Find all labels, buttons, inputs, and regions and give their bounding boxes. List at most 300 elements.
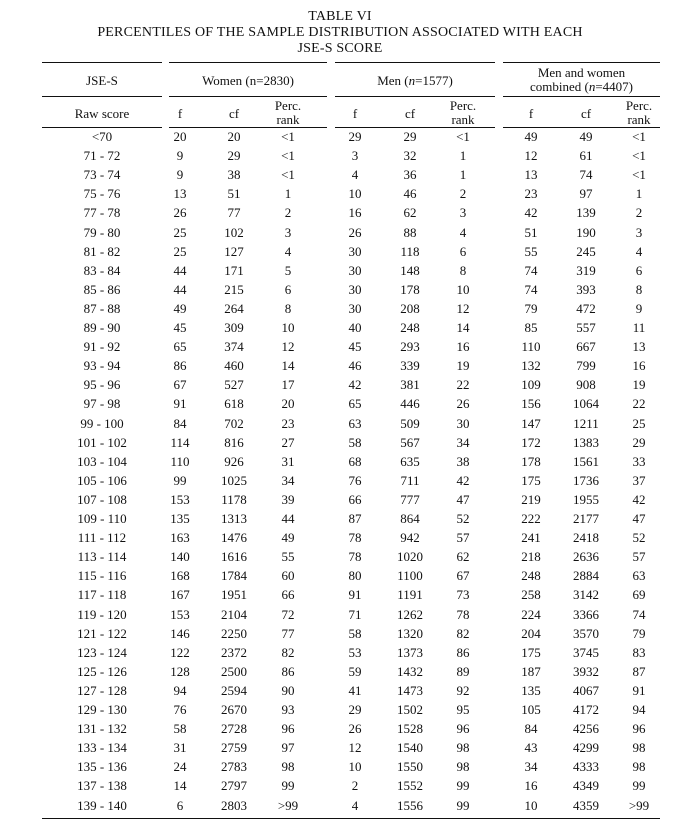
women-perc-rank-cell: 27	[281, 434, 295, 450]
header-women: Women (n=2830)	[202, 73, 294, 88]
subheader-men-f: f	[352, 106, 358, 121]
combined-f-cell: 218	[521, 549, 541, 565]
women-f-cell: 86	[173, 358, 187, 374]
combined-f-cell: 12	[524, 148, 538, 164]
women-cf-cell: 702	[224, 415, 244, 431]
men-cf-cell: 635	[400, 453, 420, 469]
women-f-cell: 163	[170, 530, 190, 546]
top-rule-combined	[503, 62, 660, 63]
women-perc-rank-cell: <1	[281, 129, 295, 144]
women-cf-cell: 2250	[221, 625, 247, 641]
combined-perc-rank-cell: <1	[632, 167, 646, 183]
men-perc-rank-cell: 99	[456, 778, 470, 794]
men-perc-rank-cell: 73	[456, 587, 470, 603]
women-perc-rank-cell: 3	[284, 224, 292, 240]
women-perc-rank-cell: 82	[281, 644, 295, 660]
combined-cf-cell: 97	[579, 186, 593, 202]
combined-perc-rank-cell: 91	[632, 682, 646, 698]
combined-f-cell: 13	[524, 167, 538, 183]
raw-score-cell: 123 - 124	[77, 644, 127, 660]
women-perc-rank-cell: 55	[281, 549, 295, 565]
women-f-cell: 153	[170, 491, 190, 507]
raw-score-cell: 113 - 114	[77, 549, 127, 565]
women-f-cell: 20	[173, 129, 187, 144]
top-rule-women	[169, 62, 327, 63]
women-cf-cell: 2104	[221, 606, 247, 622]
raw-score-cell: 97 - 98	[83, 396, 121, 412]
raw-score-cell: 117 - 118	[77, 587, 127, 603]
women-perc-rank-cell: 23	[281, 415, 295, 431]
women-f-cell: 45	[173, 320, 187, 335]
raw-score-cell: 129 - 130	[77, 702, 127, 717]
men-perc-rank-cell: 57	[456, 530, 470, 546]
women-cf-cell: 1784	[221, 568, 247, 584]
women-perc-rank-cell: 49	[281, 530, 295, 546]
men-f-cell: 65	[348, 396, 362, 412]
men-perc-rank-cell: 92	[456, 682, 470, 698]
combined-cf-cell: 393	[576, 281, 596, 297]
men-perc-rank-cell: 96	[456, 721, 470, 737]
subheader-women-cf: cf	[228, 106, 240, 121]
women-cf-cell: 374	[224, 339, 244, 355]
women-cf-cell: 20	[227, 129, 241, 144]
women-perc-rank-cell: 6	[284, 281, 292, 297]
combined-perc-rank-cell: 3	[635, 224, 643, 240]
women-cf-cell: 1313	[221, 511, 247, 526]
combined-cf-cell: 139	[576, 205, 596, 221]
women-perc-rank-cell: 86	[281, 663, 295, 679]
combined-f-cell: 224	[521, 606, 541, 622]
combined-perc-rank-cell: 79	[632, 625, 646, 641]
women-f-cell: 146	[170, 625, 190, 641]
women-cf-cell: 1178	[221, 491, 247, 507]
men-cf-cell: 1262	[397, 606, 423, 622]
women-cf-cell: 618	[224, 396, 244, 412]
raw-score-cell: 137 - 138	[77, 778, 127, 794]
raw-score-cell: 115 - 116	[77, 568, 127, 584]
women-f-cell: 31	[173, 740, 187, 756]
women-perc-rank-cell: 99	[281, 778, 295, 794]
men-f-cell: 87	[348, 511, 362, 526]
men-perc-rank-cell: 67	[456, 568, 470, 584]
women-cf-cell: 2594	[221, 682, 247, 698]
men-perc-rank-cell: 98	[456, 759, 470, 775]
subheader-women-perc: Perc.	[274, 98, 302, 113]
women-perc-rank-cell: 12	[281, 339, 295, 355]
subheader-combined-cf: cf	[580, 106, 592, 121]
men-perc-rank-cell: 89	[456, 663, 470, 679]
men-f-cell: 45	[348, 339, 362, 355]
women-perc-rank-cell: 34	[281, 472, 295, 488]
combined-f-cell: 204	[521, 625, 541, 641]
men-perc-rank-cell: 19	[456, 358, 470, 374]
combined-f-cell: 258	[521, 587, 541, 603]
men-cf-cell: 1540	[397, 740, 423, 756]
women-perc-rank-cell: 96	[281, 721, 295, 737]
men-f-cell: 76	[348, 472, 362, 488]
women-perc-rank-cell: 14	[281, 358, 295, 374]
men-f-cell: 29	[348, 129, 362, 144]
women-cf-cell: 2372	[221, 644, 247, 660]
combined-perc-rank-cell: 1	[635, 186, 643, 202]
women-f-cell: 140	[170, 549, 190, 565]
combined-f-cell: 85	[524, 320, 538, 335]
combined-cf-cell: 3142	[573, 587, 599, 603]
women-cf-cell: 264	[224, 300, 244, 316]
men-cf-cell: 339	[400, 358, 420, 374]
men-f-cell: 91	[348, 587, 362, 603]
combined-perc-rank-cell: 94	[632, 702, 646, 717]
combined-perc-rank-cell: 98	[632, 759, 646, 775]
women-perc-rank-cell: >99	[277, 797, 299, 813]
men-perc-rank-cell: 30	[456, 415, 470, 431]
men-perc-rank-cell: 12	[456, 300, 470, 316]
men-cf-cell: 1552	[397, 778, 423, 794]
raw-score-cell: 125 - 126	[77, 663, 127, 679]
combined-perc-rank-cell: 69	[632, 587, 646, 603]
women-cf-cell: 309	[224, 320, 244, 335]
raw-score-cell: 89 - 90	[83, 320, 121, 335]
men-f-cell: 3	[351, 148, 359, 164]
men-perc-rank-cell: 4	[459, 224, 467, 240]
women-perc-rank-cell: 44	[281, 511, 295, 526]
women-f-cell: 135	[170, 511, 190, 526]
women-perc-rank-cell: 31	[281, 453, 295, 469]
women-perc-rank-cell: 39	[281, 491, 295, 507]
men-cf-cell: 208	[400, 300, 420, 316]
combined-cf-cell: 557	[576, 320, 596, 335]
men-perc-rank-cell: 1	[459, 148, 467, 164]
combined-cf-cell: 908	[576, 377, 596, 393]
combined-f-cell: 84	[524, 721, 538, 737]
combined-cf-cell: 2884	[573, 568, 599, 584]
men-f-cell: 2	[351, 778, 359, 794]
women-perc-rank-cell: 5	[284, 262, 292, 278]
combined-perc-rank-cell: 42	[632, 491, 646, 507]
women-f-cell: 25	[173, 224, 187, 240]
men-cf-cell: 1432	[397, 663, 423, 679]
men-f-cell: 30	[348, 300, 362, 316]
men-perc-rank-cell: 47	[456, 491, 470, 507]
men-perc-rank-cell: 62	[456, 549, 470, 565]
combined-perc-rank-cell: 63	[632, 568, 646, 584]
men-cf-cell: 864	[400, 511, 420, 526]
combined-perc-rank-cell: 96	[632, 721, 646, 737]
subheader-women-rank: rank	[276, 112, 300, 127]
combined-cf-cell: 49	[579, 129, 593, 144]
combined-f-cell: 132	[521, 358, 541, 374]
women-f-cell: 58	[173, 721, 187, 737]
combined-cf-cell: 2177	[573, 511, 599, 526]
men-cf-cell: 1550	[397, 759, 423, 775]
women-perc-rank-cell: 97	[281, 740, 295, 756]
combined-cf-cell: 3366	[573, 606, 599, 622]
men-f-cell: 41	[348, 682, 362, 698]
men-cf-cell: 1556	[397, 797, 423, 813]
men-f-cell: 68	[348, 453, 362, 469]
men-cf-cell: 178	[400, 281, 420, 297]
combined-cf-cell: 3745	[573, 644, 599, 660]
combined-cf-cell: 4299	[573, 740, 599, 756]
raw-score-cell: 131 - 132	[77, 721, 127, 737]
raw-score-cell: 139 - 140	[77, 797, 127, 813]
women-f-cell: 44	[173, 262, 187, 278]
women-f-cell: 9	[176, 148, 184, 164]
header-combined-line2: combined (n=4407)	[529, 79, 633, 94]
women-cf-cell: 29	[227, 148, 241, 164]
women-perc-rank-cell: 77	[281, 625, 295, 641]
men-cf-cell: 942	[400, 530, 420, 546]
men-perc-rank-cell: 3	[459, 205, 467, 221]
combined-cf-cell: 4349	[573, 778, 599, 794]
women-cf-cell: 77	[227, 205, 241, 221]
men-perc-rank-cell: 34	[456, 434, 470, 450]
combined-cf-cell: 1211	[573, 415, 599, 431]
men-f-cell: 16	[348, 205, 362, 221]
combined-f-cell: 42	[524, 205, 538, 221]
women-cf-cell: 2783	[221, 759, 247, 775]
women-perc-rank-cell: <1	[281, 167, 295, 183]
women-perc-rank-cell: 2	[284, 205, 292, 221]
women-perc-rank-cell: <1	[281, 148, 295, 164]
women-cf-cell: 2803	[221, 797, 247, 813]
raw-score-cell: 93 - 94	[83, 358, 121, 374]
men-f-cell: 29	[348, 702, 362, 717]
men-perc-rank-cell: 2	[459, 186, 467, 202]
men-f-cell: 63	[348, 415, 362, 431]
men-f-cell: 4	[351, 797, 359, 813]
combined-cf-cell: 190	[576, 224, 596, 240]
women-perc-rank-cell: 4	[284, 243, 292, 259]
combined-cf-cell: 3570	[573, 625, 599, 641]
subheader-women-f: f	[177, 106, 183, 121]
combined-f-cell: 79	[524, 300, 538, 316]
women-cf-cell: 527	[224, 377, 244, 393]
raw-score-cell: 91 - 92	[83, 339, 121, 355]
women-perc-rank-cell: 98	[281, 759, 295, 775]
women-f-cell: 65	[173, 339, 187, 355]
women-cf-cell: 2797	[221, 778, 247, 794]
combined-f-cell: 10	[524, 797, 538, 813]
men-cf-cell: 446	[400, 396, 420, 412]
women-perc-rank-cell: 93	[281, 702, 295, 717]
women-cf-cell: 2759	[221, 740, 247, 756]
combined-perc-rank-cell: 57	[632, 549, 646, 565]
men-f-cell: 71	[348, 606, 362, 622]
men-f-cell: 10	[348, 186, 362, 202]
men-f-cell: 78	[348, 530, 362, 546]
men-f-cell: 78	[348, 549, 362, 565]
men-f-cell: 26	[348, 721, 362, 737]
women-f-cell: 49	[173, 300, 187, 316]
women-f-cell: 76	[173, 702, 187, 717]
raw-score-cell: 109 - 110	[77, 511, 127, 526]
combined-f-cell: 178	[521, 453, 541, 469]
mid-rule-men	[335, 96, 495, 97]
men-f-cell: 30	[348, 262, 362, 278]
combined-perc-rank-cell: 37	[632, 472, 646, 488]
women-cf-cell: 102	[224, 224, 244, 240]
men-perc-rank-cell: 78	[456, 606, 470, 622]
raw-score-cell: 87 - 88	[83, 300, 121, 316]
men-cf-cell: 1528	[397, 721, 423, 737]
combined-f-cell: 55	[524, 243, 538, 259]
women-f-cell: 67	[173, 377, 187, 393]
men-f-cell: 58	[348, 434, 362, 450]
men-f-cell: 30	[348, 281, 362, 297]
combined-perc-rank-cell: <1	[632, 129, 646, 144]
table-title: PERCENTILES OF THE SAMPLE DISTRIBUTION ASSOCIATED WITH EACH	[97, 25, 583, 40]
men-cf-cell: 62	[403, 205, 417, 221]
combined-f-cell: 16	[524, 778, 538, 794]
men-f-cell: 40	[348, 320, 362, 335]
men-cf-cell: 1320	[397, 625, 423, 641]
combined-perc-rank-cell: 19	[632, 377, 646, 393]
men-cf-cell: 29	[403, 129, 417, 144]
men-perc-rank-cell: 8	[459, 262, 467, 278]
men-cf-cell: 1373	[397, 644, 423, 660]
combined-f-cell: 248	[521, 568, 541, 584]
combined-perc-rank-cell: 52	[632, 530, 646, 546]
combined-f-cell: 110	[521, 339, 541, 355]
women-cf-cell: 1476	[221, 530, 247, 546]
women-perc-rank-cell: 60	[281, 568, 295, 584]
raw-score-cell: 99 - 100	[80, 415, 124, 431]
men-cf-cell: 46	[403, 186, 417, 202]
men-perc-rank-cell: 6	[459, 243, 467, 259]
men-perc-rank-cell: 98	[456, 740, 470, 756]
combined-perc-rank-cell: 83	[632, 644, 646, 660]
men-cf-cell: 36	[403, 167, 417, 183]
women-perc-rank-cell: 10	[281, 320, 295, 335]
combined-f-cell: 51	[524, 224, 538, 240]
raw-score-cell: 107 - 108	[77, 491, 127, 507]
combined-cf-cell: 1736	[573, 472, 599, 488]
combined-perc-rank-cell: 99	[632, 778, 646, 794]
combined-perc-rank-cell: 29	[632, 434, 646, 450]
combined-perc-rank-cell: 74	[632, 606, 646, 622]
combined-f-cell: 23	[524, 186, 538, 202]
men-cf-cell: 88	[403, 224, 417, 240]
combined-cf-cell: 3932	[573, 663, 599, 679]
men-f-cell: 58	[348, 625, 362, 641]
women-f-cell: 9	[176, 167, 184, 183]
men-perc-rank-cell: 16	[456, 339, 470, 355]
combined-cf-cell: 1561	[573, 453, 599, 469]
subheader-combined-perc: Perc.	[625, 98, 653, 113]
header-jse: JSE-S	[86, 73, 118, 88]
combined-perc-rank-cell: 6	[635, 262, 643, 278]
table-number: TABLE VI	[308, 9, 372, 24]
combined-f-cell: 105	[521, 702, 541, 717]
men-cf-cell: 381	[400, 377, 420, 393]
combined-perc-rank-cell: 4	[635, 243, 643, 259]
men-cf-cell: 1502	[397, 702, 423, 717]
women-perc-rank-cell: 17	[281, 377, 295, 393]
combined-f-cell: 241	[521, 530, 541, 546]
raw-score-cell: 133 - 134	[77, 740, 127, 756]
combined-cf-cell: 4067	[573, 682, 599, 698]
women-cf-cell: 171	[224, 262, 244, 278]
men-f-cell: 10	[348, 759, 362, 775]
men-perc-rank-cell: 26	[456, 396, 470, 412]
women-f-cell: 153	[170, 606, 190, 622]
combined-cf-cell: 4256	[573, 721, 599, 737]
combined-f-cell: 156	[521, 396, 541, 412]
combined-f-cell: 74	[524, 262, 538, 278]
raw-score-cell: 81 - 82	[83, 243, 121, 259]
combined-f-cell: 49	[524, 129, 538, 144]
raw-score-cell: 111 - 112	[77, 530, 127, 546]
combined-f-cell: 147	[521, 415, 541, 431]
women-cf-cell: 1025	[221, 472, 247, 488]
combined-cf-cell: 2418	[573, 530, 599, 546]
combined-cf-cell: 472	[576, 300, 596, 316]
women-f-cell: 168	[170, 568, 190, 584]
combined-cf-cell: 4333	[573, 759, 599, 775]
combined-perc-rank-cell: 8	[635, 281, 643, 297]
combined-perc-rank-cell: 25	[632, 415, 646, 431]
raw-score-cell: 83 - 84	[83, 262, 121, 278]
combined-f-cell: 222	[521, 511, 541, 526]
men-perc-rank-cell: 95	[456, 702, 470, 717]
combined-perc-rank-cell: 13	[632, 339, 646, 355]
combined-f-cell: 109	[521, 377, 541, 393]
header-combined-line1: Men and women	[537, 65, 626, 80]
combined-f-cell: 34	[524, 759, 538, 775]
women-f-cell: 6	[176, 797, 184, 813]
combined-perc-rank-cell: >99	[628, 797, 650, 813]
raw-score-cell: <70	[91, 129, 113, 144]
raw-score-cell: 85 - 86	[83, 281, 121, 297]
combined-cf-cell: 4172	[573, 702, 599, 717]
combined-f-cell: 175	[521, 644, 541, 660]
raw-score-cell: 127 - 128	[77, 682, 127, 698]
women-perc-rank-cell: 1	[284, 186, 292, 202]
raw-score-cell: 121 - 122	[77, 625, 127, 641]
raw-score-cell: 135 - 136	[77, 759, 127, 775]
women-f-cell: 128	[170, 663, 190, 679]
men-perc-rank-cell: 10	[456, 281, 470, 297]
women-perc-rank-cell: 20	[281, 396, 295, 412]
men-perc-rank-cell: 99	[456, 797, 470, 813]
women-f-cell: 167	[170, 587, 190, 603]
subheader-raw-score: Raw score	[74, 106, 130, 121]
raw-score-cell: 95 - 96	[83, 377, 121, 393]
men-cf-cell: 1100	[397, 568, 423, 584]
men-f-cell: 46	[348, 358, 362, 374]
men-f-cell: 30	[348, 243, 362, 259]
combined-cf-cell: 245	[576, 243, 596, 259]
raw-score-cell: 101 - 102	[77, 434, 127, 450]
combined-cf-cell: 74	[579, 167, 593, 183]
men-f-cell: 80	[348, 568, 362, 584]
women-cf-cell: 51	[227, 186, 241, 202]
women-cf-cell: 1951	[221, 587, 247, 603]
combined-cf-cell: 4359	[573, 797, 599, 813]
combined-perc-rank-cell: 33	[632, 453, 646, 469]
subheader-men-rank: rank	[451, 112, 475, 127]
top-rule-jse	[42, 62, 162, 63]
men-perc-rank-cell: <1	[456, 129, 470, 144]
subheader-men-perc: Perc.	[449, 98, 477, 113]
combined-f-cell: 74	[524, 281, 538, 297]
men-perc-rank-cell: 82	[456, 625, 470, 641]
men-perc-rank-cell: 1	[459, 167, 467, 183]
women-cf-cell: 38	[227, 167, 241, 183]
combined-perc-rank-cell: 16	[632, 358, 646, 374]
combined-f-cell: 172	[521, 434, 541, 450]
